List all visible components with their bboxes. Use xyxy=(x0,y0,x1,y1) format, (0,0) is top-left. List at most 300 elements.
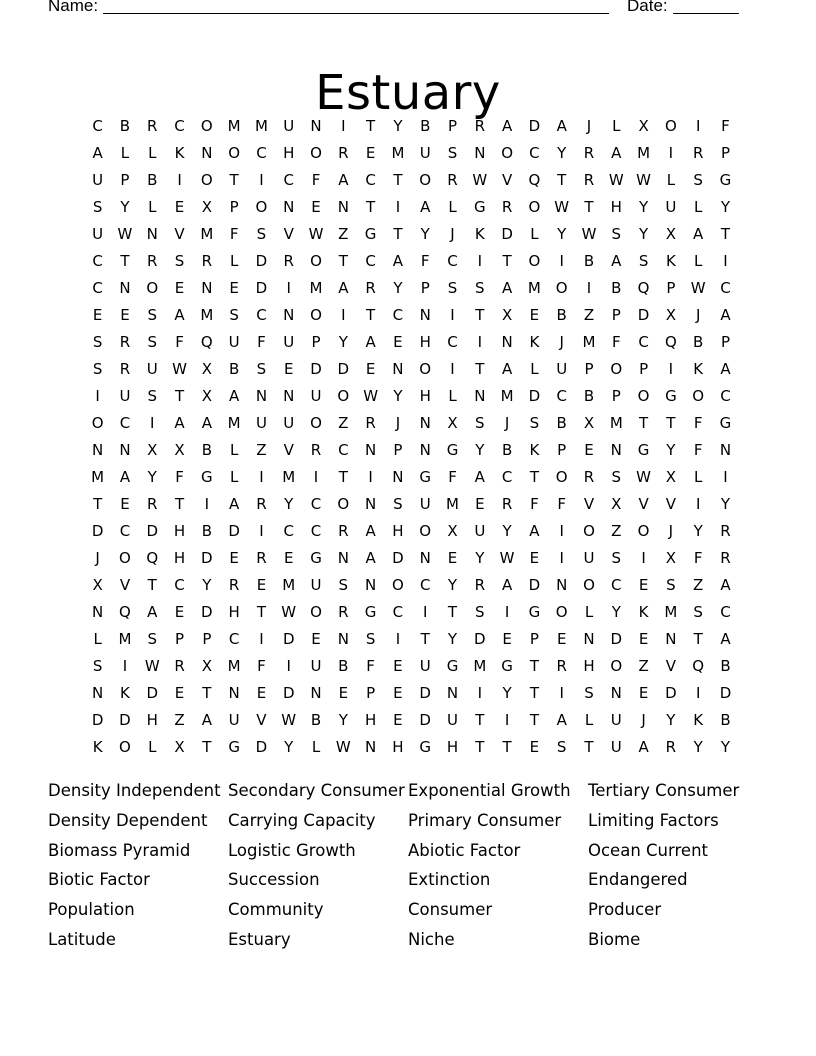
grid-letter[interactable]: M xyxy=(200,225,214,243)
grid-letter[interactable]: N xyxy=(719,441,732,459)
grid-letter[interactable]: U xyxy=(92,171,104,189)
grid-letter[interactable]: M xyxy=(664,603,678,621)
grid-letter[interactable]: T xyxy=(229,171,239,189)
grid-letter[interactable]: F xyxy=(175,333,184,351)
grid-letter[interactable]: A xyxy=(92,144,103,162)
grid-letter[interactable]: D xyxy=(637,306,650,324)
grid-letter[interactable]: V xyxy=(283,441,294,459)
grid-letter[interactable]: H xyxy=(228,603,240,621)
grid-letter[interactable]: I xyxy=(395,198,401,216)
grid-letter[interactable]: R xyxy=(338,522,349,540)
grid-letter[interactable]: Y xyxy=(475,549,485,567)
grid-letter[interactable]: L xyxy=(612,117,621,135)
grid-letter[interactable]: C xyxy=(310,495,322,513)
grid-letter[interactable]: O xyxy=(555,279,568,297)
grid-letter[interactable]: G xyxy=(446,441,459,459)
grid-letter[interactable]: X xyxy=(92,576,103,594)
grid-letter[interactable]: I xyxy=(695,117,701,135)
grid-letter[interactable]: S xyxy=(338,576,349,594)
grid-letter[interactable]: T xyxy=(584,198,594,216)
grid-letter[interactable]: H xyxy=(610,198,622,216)
grid-letter[interactable]: N xyxy=(583,630,595,648)
grid-letter[interactable]: O xyxy=(200,171,213,189)
grid-letter[interactable]: B xyxy=(611,279,622,297)
grid-letter[interactable]: I xyxy=(450,306,455,324)
grid-letter[interactable]: G xyxy=(419,468,432,486)
grid-letter[interactable]: W xyxy=(636,468,651,486)
grid-letter[interactable]: H xyxy=(392,738,404,756)
grid-letter[interactable]: S xyxy=(638,252,649,270)
grid-letter[interactable]: F xyxy=(311,171,321,189)
grid-letter[interactable]: Q xyxy=(528,171,541,189)
grid-letter[interactable]: I xyxy=(368,468,373,486)
grid-letter[interactable]: I xyxy=(122,657,128,675)
grid-letter[interactable]: L xyxy=(229,441,239,459)
grid-letter[interactable]: E xyxy=(365,144,376,162)
grid-letter[interactable]: S xyxy=(256,225,267,243)
grid-letter[interactable]: R xyxy=(365,414,376,432)
grid-letter[interactable]: U xyxy=(583,549,595,567)
grid-letter[interactable]: Y xyxy=(420,225,430,243)
grid-letter[interactable]: M xyxy=(609,414,623,432)
grid-letter[interactable]: W xyxy=(281,711,297,729)
grid-letter[interactable]: N xyxy=(283,387,295,405)
grid-letter[interactable]: D xyxy=(201,603,213,621)
grid-letter[interactable]: I xyxy=(204,495,210,513)
grid-letter[interactable]: O xyxy=(200,117,213,135)
grid-letter[interactable]: A xyxy=(338,171,349,189)
grid-letter[interactable]: O xyxy=(610,657,623,675)
grid-letter[interactable]: W xyxy=(363,387,379,405)
grid-letter[interactable]: B xyxy=(720,657,731,675)
grid-letter[interactable]: R xyxy=(256,495,267,513)
grid-letter[interactable]: M xyxy=(254,117,268,135)
grid-letter[interactable]: K xyxy=(474,225,485,243)
grid-letter[interactable]: N xyxy=(610,684,622,702)
grid-letter[interactable]: L xyxy=(584,603,594,621)
grid-letter[interactable]: X xyxy=(447,522,458,540)
grid-letter[interactable]: M xyxy=(473,657,487,675)
grid-letter[interactable]: C xyxy=(283,171,294,189)
grid-letter[interactable]: N xyxy=(119,279,131,297)
grid-letter[interactable]: M xyxy=(227,657,241,675)
grid-letter[interactable]: K xyxy=(92,738,103,756)
grid-letter[interactable]: I xyxy=(286,657,291,675)
grid-letter[interactable]: S xyxy=(147,333,157,351)
grid-letter[interactable]: Y xyxy=(147,468,157,486)
grid-letter[interactable]: S xyxy=(92,333,103,351)
grid-letter[interactable]: E xyxy=(502,630,512,648)
grid-letter[interactable]: P xyxy=(120,171,130,189)
grid-letter[interactable]: F xyxy=(448,468,457,486)
grid-letter[interactable]: Y xyxy=(720,198,731,216)
grid-letter[interactable]: O xyxy=(528,252,541,270)
grid-letter[interactable]: U xyxy=(419,144,431,162)
grid-letter[interactable]: U xyxy=(665,198,677,216)
grid-letter[interactable]: S xyxy=(584,684,594,702)
grid-letter[interactable]: F xyxy=(257,657,266,675)
grid-letter[interactable]: R xyxy=(147,252,158,270)
grid-letter[interactable]: A xyxy=(529,522,540,540)
grid-letter[interactable]: M xyxy=(391,144,405,162)
grid-letter[interactable]: L xyxy=(530,225,539,243)
grid-letter[interactable]: N xyxy=(283,306,295,324)
grid-letter[interactable]: X xyxy=(665,306,677,324)
grid-letter[interactable]: E xyxy=(283,549,294,567)
grid-letter[interactable]: A xyxy=(201,414,212,432)
grid-letter[interactable]: E xyxy=(638,576,649,594)
grid-letter[interactable]: E xyxy=(229,549,239,567)
grid-letter[interactable]: P xyxy=(366,684,376,702)
grid-letter[interactable]: E xyxy=(174,198,185,216)
grid-letter[interactable]: X xyxy=(447,414,458,432)
grid-letter[interactable]: V xyxy=(119,576,131,594)
grid-letter[interactable]: O xyxy=(310,306,322,324)
grid-letter[interactable]: T xyxy=(366,117,376,135)
grid-letter[interactable]: T xyxy=(338,252,348,270)
grid-letter[interactable]: Y xyxy=(338,711,348,729)
grid-letter[interactable]: N xyxy=(92,441,104,459)
grid-letter[interactable]: P xyxy=(529,630,539,648)
grid-letter[interactable]: S xyxy=(174,252,185,270)
grid-letter[interactable]: X xyxy=(583,414,595,432)
grid-letter[interactable]: D xyxy=(419,711,431,729)
grid-letter[interactable]: S xyxy=(611,225,622,243)
grid-letter[interactable]: S xyxy=(611,468,622,486)
grid-letter[interactable]: C xyxy=(228,630,240,648)
grid-letter[interactable]: S xyxy=(229,306,239,324)
grid-letter[interactable]: H xyxy=(583,657,595,675)
grid-letter[interactable]: X xyxy=(201,657,212,675)
grid-letter[interactable]: O xyxy=(610,360,623,378)
grid-letter[interactable]: I xyxy=(341,117,346,135)
grid-letter[interactable]: R xyxy=(119,360,131,378)
grid-letter[interactable]: D xyxy=(146,522,159,540)
grid-letter[interactable]: B xyxy=(693,333,704,351)
grid-letter[interactable]: I xyxy=(586,279,592,297)
grid-letter[interactable]: R xyxy=(583,468,595,486)
grid-letter[interactable]: U xyxy=(146,360,158,378)
grid-letter[interactable]: U xyxy=(610,738,622,756)
grid-letter[interactable]: C xyxy=(92,117,103,135)
grid-letter[interactable]: J xyxy=(504,414,510,432)
grid-letter[interactable]: O xyxy=(310,252,322,270)
grid-letter[interactable]: F xyxy=(175,468,184,486)
grid-letter[interactable]: A xyxy=(147,603,158,621)
grid-letter[interactable]: I xyxy=(477,684,483,702)
grid-letter[interactable]: I xyxy=(286,279,291,297)
grid-letter[interactable]: Z xyxy=(256,441,267,459)
grid-letter[interactable]: R xyxy=(201,252,213,270)
grid-letter[interactable]: C xyxy=(419,576,431,594)
grid-letter[interactable]: H xyxy=(364,711,377,729)
grid-letter[interactable]: T xyxy=(529,711,539,729)
grid-letter[interactable]: O xyxy=(637,387,650,405)
grid-letter[interactable]: U xyxy=(556,360,568,378)
grid-letter[interactable]: N xyxy=(92,603,104,621)
grid-letter[interactable]: C xyxy=(365,171,376,189)
grid-letter[interactable]: E xyxy=(393,657,403,675)
grid-letter[interactable]: O xyxy=(692,387,705,405)
grid-letter[interactable]: B xyxy=(201,522,212,540)
grid-letter[interactable]: C xyxy=(638,333,649,351)
grid-letter[interactable]: A xyxy=(720,360,731,378)
grid-letter[interactable]: C xyxy=(119,414,131,432)
grid-letter[interactable]: I xyxy=(504,711,510,729)
grid-letter[interactable]: C xyxy=(501,468,513,486)
grid-letter[interactable]: U xyxy=(610,711,622,729)
grid-letter[interactable]: Z xyxy=(693,576,704,594)
grid-letter[interactable]: D xyxy=(474,630,486,648)
grid-letter[interactable]: V xyxy=(283,225,294,243)
grid-letter[interactable]: K xyxy=(638,603,649,621)
grid-letter[interactable]: A xyxy=(365,333,376,351)
grid-letter[interactable]: J xyxy=(668,522,674,540)
grid-letter[interactable]: N xyxy=(556,576,568,594)
grid-letter[interactable]: U xyxy=(119,387,131,405)
grid-letter[interactable]: M xyxy=(227,414,241,432)
grid-letter[interactable]: T xyxy=(666,414,676,432)
grid-letter[interactable]: S xyxy=(256,360,267,378)
grid-letter[interactable]: T xyxy=(529,468,539,486)
grid-letter[interactable]: N xyxy=(255,387,268,405)
grid-letter[interactable]: I xyxy=(559,252,564,270)
grid-letter[interactable]: O xyxy=(255,198,268,216)
grid-letter[interactable]: T xyxy=(475,360,485,378)
grid-letter[interactable]: O xyxy=(337,495,350,513)
grid-letter[interactable]: S xyxy=(393,495,403,513)
grid-letter[interactable]: N xyxy=(337,549,349,567)
grid-letter[interactable]: T xyxy=(202,684,212,702)
grid-letter[interactable]: G xyxy=(310,549,322,567)
grid-letter[interactable]: O xyxy=(501,144,513,162)
grid-letter[interactable]: C xyxy=(119,522,131,540)
grid-letter[interactable]: I xyxy=(477,252,483,270)
grid-letter[interactable]: E xyxy=(256,684,267,702)
grid-letter[interactable]: X xyxy=(201,198,212,216)
grid-letter[interactable]: Q xyxy=(637,279,650,297)
grid-letter[interactable]: U xyxy=(283,414,295,432)
grid-letter[interactable]: I xyxy=(259,171,264,189)
grid-letter[interactable]: R xyxy=(338,603,349,621)
grid-letter[interactable]: M xyxy=(582,333,596,351)
grid-letter[interactable]: T xyxy=(420,630,430,648)
grid-letter[interactable]: P xyxy=(584,360,594,378)
grid-letter[interactable]: U xyxy=(283,333,295,351)
grid-letter[interactable]: I xyxy=(259,630,264,648)
grid-letter[interactable]: F xyxy=(557,495,567,513)
grid-letter[interactable]: P xyxy=(447,117,458,135)
grid-letter[interactable]: Q xyxy=(200,333,213,351)
grid-letter[interactable]: X xyxy=(174,738,185,756)
grid-letter[interactable]: U xyxy=(474,522,486,540)
grid-letter[interactable]: S xyxy=(529,414,540,432)
grid-letter[interactable]: A xyxy=(174,306,185,324)
grid-letter[interactable]: E xyxy=(283,360,294,378)
grid-letter[interactable]: B xyxy=(338,657,349,675)
grid-letter[interactable]: F xyxy=(257,333,266,351)
grid-letter[interactable]: A xyxy=(501,360,513,378)
grid-letter[interactable]: O xyxy=(310,414,322,432)
grid-letter[interactable]: P xyxy=(639,360,649,378)
grid-letter[interactable]: W xyxy=(636,171,651,189)
grid-letter[interactable]: J xyxy=(586,117,592,135)
grid-letter[interactable]: T xyxy=(475,711,485,729)
grid-letter[interactable]: N xyxy=(228,684,240,702)
grid-letter[interactable]: L xyxy=(694,198,703,216)
grid-letter[interactable]: T xyxy=(557,171,567,189)
grid-letter[interactable]: L xyxy=(148,738,157,756)
grid-letter[interactable]: C xyxy=(720,603,731,621)
grid-letter[interactable]: V xyxy=(501,171,513,189)
grid-letter[interactable]: C xyxy=(92,252,103,270)
grid-letter[interactable]: M xyxy=(500,387,514,405)
grid-letter[interactable]: Y xyxy=(720,738,731,756)
grid-letter[interactable]: A xyxy=(365,549,376,567)
grid-letter[interactable]: Z xyxy=(338,414,349,432)
grid-letter[interactable]: K xyxy=(174,144,185,162)
grid-letter[interactable]: Y xyxy=(502,684,512,702)
grid-letter[interactable]: N xyxy=(146,225,158,243)
grid-letter[interactable]: R xyxy=(147,495,158,513)
grid-letter[interactable]: S xyxy=(447,279,458,297)
grid-letter[interactable]: X xyxy=(174,441,185,459)
grid-letter[interactable]: B xyxy=(556,414,567,432)
grid-letter[interactable]: G xyxy=(528,603,541,621)
grid-letter[interactable]: C xyxy=(556,387,567,405)
grid-letter[interactable]: P xyxy=(420,279,430,297)
grid-letter[interactable]: R xyxy=(665,738,677,756)
grid-letter[interactable]: U xyxy=(447,711,458,729)
grid-letter[interactable]: V xyxy=(665,495,677,513)
grid-letter[interactable]: N xyxy=(474,387,486,405)
grid-letter[interactable]: E xyxy=(556,630,567,648)
grid-letter[interactable]: B xyxy=(119,117,131,135)
grid-letter[interactable]: D xyxy=(255,738,268,756)
grid-letter[interactable]: D xyxy=(146,684,159,702)
grid-letter[interactable]: I xyxy=(477,333,483,351)
grid-letter[interactable]: L xyxy=(666,171,676,189)
grid-letter[interactable]: T xyxy=(338,468,348,486)
grid-letter[interactable]: O xyxy=(419,360,432,378)
grid-letter[interactable]: R xyxy=(338,144,349,162)
grid-letter[interactable]: S xyxy=(666,576,676,594)
grid-letter[interactable]: U xyxy=(419,495,431,513)
grid-letter[interactable]: L xyxy=(311,738,321,756)
grid-letter[interactable]: O xyxy=(419,171,432,189)
grid-letter[interactable]: C xyxy=(338,441,349,459)
grid-letter[interactable]: E xyxy=(638,630,649,648)
grid-letter[interactable]: T xyxy=(447,603,458,621)
grid-letter[interactable]: N xyxy=(283,198,295,216)
grid-letter[interactable]: Y xyxy=(447,576,458,594)
grid-letter[interactable]: S xyxy=(693,171,703,189)
grid-letter[interactable]: W xyxy=(499,549,515,567)
grid-letter[interactable]: K xyxy=(693,711,704,729)
grid-letter[interactable]: T xyxy=(174,495,185,513)
grid-letter[interactable]: C xyxy=(529,144,540,162)
grid-letter[interactable]: N xyxy=(119,441,131,459)
grid-letter[interactable]: W xyxy=(472,171,488,189)
grid-letter[interactable]: T xyxy=(202,738,212,756)
grid-letter[interactable]: A xyxy=(365,522,376,540)
grid-letter[interactable]: A xyxy=(556,711,567,729)
grid-letter[interactable]: Y xyxy=(720,495,731,513)
grid-letter[interactable]: D xyxy=(91,522,104,540)
grid-letter[interactable]: E xyxy=(393,684,403,702)
grid-letter[interactable]: L xyxy=(148,144,157,162)
grid-letter[interactable]: M xyxy=(91,468,105,486)
grid-letter[interactable]: E xyxy=(393,333,403,351)
grid-letter[interactable]: Y xyxy=(611,603,621,621)
grid-letter[interactable]: H xyxy=(419,387,431,405)
grid-letter[interactable]: F xyxy=(229,225,239,243)
grid-letter[interactable]: L xyxy=(448,198,457,216)
grid-letter[interactable]: D xyxy=(255,279,268,297)
grid-letter[interactable]: W xyxy=(172,360,187,378)
grid-letter[interactable]: E xyxy=(120,306,130,324)
grid-letter[interactable]: Y xyxy=(120,198,130,216)
grid-letter[interactable]: E xyxy=(338,684,349,702)
grid-letter[interactable]: A xyxy=(556,117,567,135)
grid-letter[interactable]: B xyxy=(147,171,158,189)
grid-letter[interactable]: I xyxy=(341,306,346,324)
grid-letter[interactable]: G xyxy=(719,171,732,189)
grid-letter[interactable]: O xyxy=(91,414,104,432)
grid-letter[interactable]: H xyxy=(173,549,186,567)
grid-letter[interactable]: A xyxy=(501,576,513,594)
grid-letter[interactable]: N xyxy=(446,684,459,702)
grid-letter[interactable]: X xyxy=(147,441,158,459)
grid-letter[interactable]: E xyxy=(365,360,376,378)
grid-letter[interactable]: Q xyxy=(664,333,677,351)
grid-letter[interactable]: R xyxy=(283,252,294,270)
grid-letter[interactable]: W xyxy=(608,171,624,189)
grid-letter[interactable]: C xyxy=(447,252,458,270)
grid-letter[interactable]: U xyxy=(310,387,322,405)
grid-letter[interactable]: L xyxy=(448,387,457,405)
grid-letter[interactable]: W xyxy=(281,603,297,621)
grid-letter[interactable]: W xyxy=(335,738,351,756)
grid-letter[interactable]: A xyxy=(720,306,731,324)
grid-letter[interactable]: M xyxy=(637,144,651,162)
grid-letter[interactable]: O xyxy=(228,144,241,162)
grid-letter[interactable]: I xyxy=(559,684,564,702)
grid-letter[interactable]: R xyxy=(556,657,567,675)
grid-letter[interactable]: D xyxy=(501,225,513,243)
grid-letter[interactable]: L xyxy=(148,198,157,216)
grid-letter[interactable]: T xyxy=(475,738,485,756)
grid-letter[interactable]: W xyxy=(117,225,133,243)
grid-letter[interactable]: C xyxy=(174,576,185,594)
grid-letter[interactable]: I xyxy=(695,684,701,702)
grid-letter[interactable]: N xyxy=(365,495,377,513)
grid-letter[interactable]: N xyxy=(201,144,213,162)
grid-letter[interactable]: Y xyxy=(666,441,676,459)
grid-letter[interactable]: I xyxy=(723,252,728,270)
grid-letter[interactable]: R xyxy=(720,522,731,540)
grid-letter[interactable]: P xyxy=(202,630,212,648)
grid-letter[interactable]: O xyxy=(555,603,568,621)
grid-letter[interactable]: S xyxy=(556,738,567,756)
grid-letter[interactable]: S xyxy=(475,603,485,621)
grid-letter[interactable]: D xyxy=(610,630,623,648)
grid-letter[interactable]: D xyxy=(282,684,295,702)
grid-letter[interactable]: N xyxy=(365,576,377,594)
grid-letter[interactable]: Y xyxy=(202,576,212,594)
grid-letter[interactable]: F xyxy=(420,252,430,270)
grid-letter[interactable]: I xyxy=(559,549,564,567)
